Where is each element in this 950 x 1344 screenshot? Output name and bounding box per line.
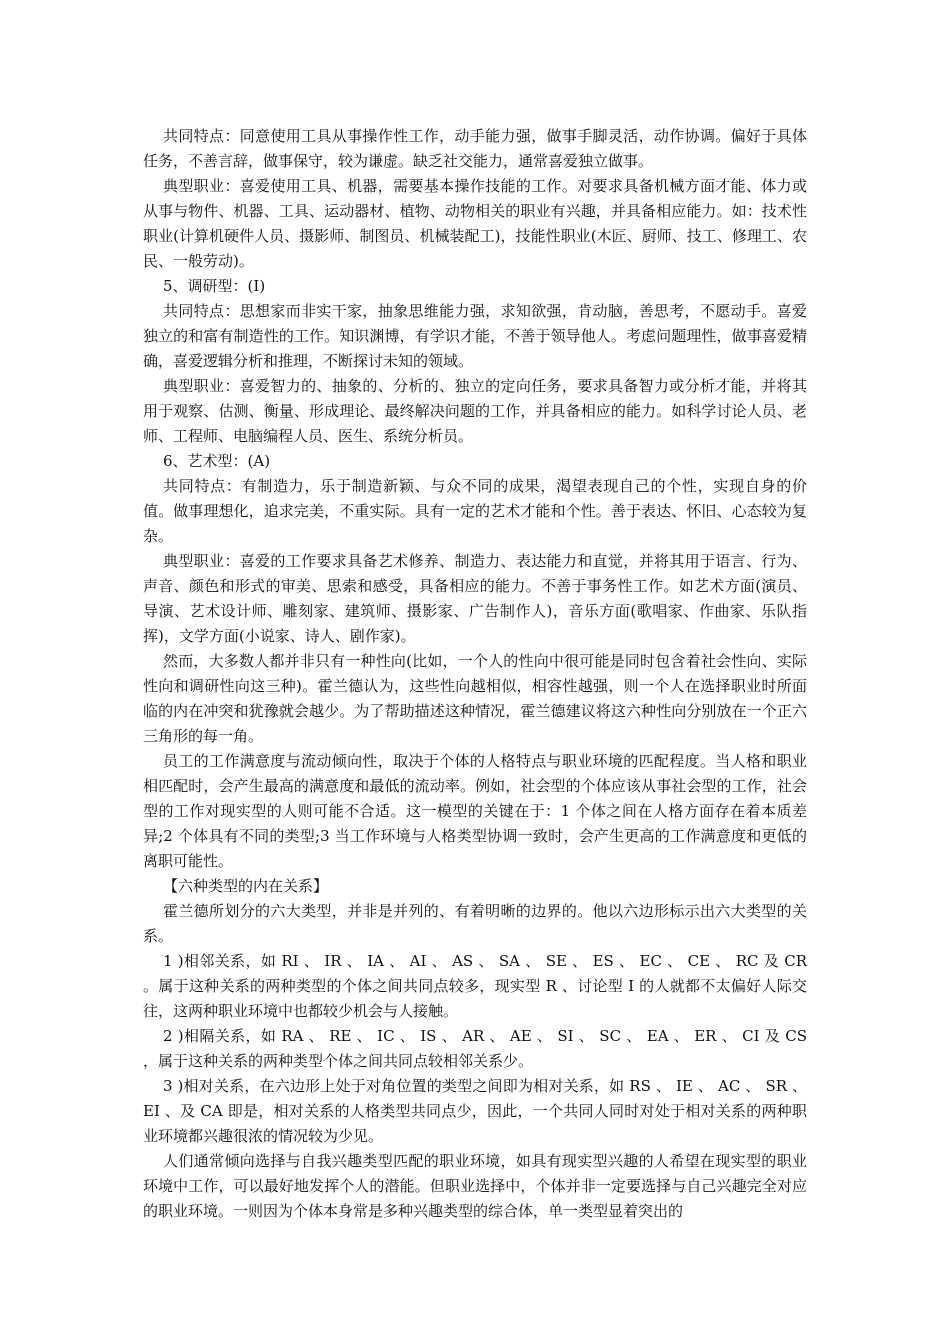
paragraph-investigative-jobs: 典型职业：喜爱智力的、抽象的、分析的、独立的定向任务，要求具备智力或分析才能，并将其用于观察、估测、衡量、形成理论、最终解决问题的工作，并具备相应的能力。如科学讨论人员、老师、工程师、电脑编程人员、医生、系统分析员。 (143, 377, 807, 445)
heading-artistic-type: 6、艺术型：(A) (163, 452, 271, 470)
paragraph-interval-relation: 2 )相隔关系，如 RA 、 RE 、 IC 、 IS 、 AR 、 AE 、 SI 、 SC 、 EA 、 ER 、 CI 及 CS ，属于这种关系的两种类型个体之间共同点较相邻关系少。 (143, 1027, 807, 1070)
paragraph-investigative-traits: 共同特点：思想家而非实干家，抽象思维能力强，求知欲强，肯动脑，善思考，不愿动手。喜爱独立的和富有制造性的工作。知识渊博，有学识才能，不善于领导他人。考虑问题理性，做事喜爱精确，喜爱逻辑分析和推理，不断探讨未知的领域。 (143, 302, 807, 370)
paragraph-multiple-orientations: 然而，大多数人都并非只有一种性向(比如，一个人的性向中很可能是同时包含着社会性向、实际性向和调研性向这三种)。霍兰德认为，这些性向越相似，相容性越强，则一个人在选择职业时所面临的内在冲突和犹豫就会越少。为了帮助描述这种情况，霍兰德建议将这六种性向分别放在一个正六三角形的每一角。 (143, 652, 807, 745)
paragraph-realistic-traits: 共同特点：同意使用工具从事操作性工作，动手能力强，做事手脚灵活，动作协调。偏好于具体任务，不善言辞，做事保守，较为谦虚。缺乏社交能力，通常喜爱独立做事。 (143, 127, 807, 170)
paragraph-job-satisfaction: 员工的工作满意度与流动倾向性，取决于个体的人格特点与职业环境的匹配程度。当人格和职业相匹配时，会产生最高的满意度和最低的流动率。例如，社会型的个体应该从事社会型的工作，社会型的工作对现实型的人则可能不合适。这一模型的关键在于：1 个体之间在人格方面存在着本质差异;2 个体具有不同的类型;3 当工作环境与人格类型协调一致时，会产生更高的工作满意度和更低的离职可能性。 (143, 752, 807, 870)
paragraph-opposite-relation: 3 )相对关系，在六边形上处于对角位置的类型之间即为相对关系，如 RS 、 IE 、 AC 、 SR 、 EI 、及 CA 即是，相对关系的人格类型共同点少，因此，一个共同人同时对处于相对关系的两种职业环境都兴趣很浓的情况较为少见。 (143, 1077, 807, 1145)
paragraph-hexagon-intro: 霍兰德所划分的六大类型，并非是并列的、有着明晰的边界的。他以六边形标示出六大类型的关系。 (143, 902, 807, 945)
document-page (143, 124, 807, 1224)
paragraph-artistic-jobs: 典型职业：喜爱的工作要求具备艺术修养、制造力、表达能力和直觉，并将其用于语言、行为、声音、颜色和形式的审美、思索和感受，具备相应的能力。不善于事务性工作。如艺术方面(演员、导演、艺术设计师、雕刻家、建筑师、摄影家、广告制作人)，音乐方面(歌唱家、作曲家、乐队指挥)，文学方面(小说家、诗人、剧作家)。 (143, 552, 807, 645)
paragraph-adjacent-relation: 1 )相邻关系，如 RI 、 IR 、 IA 、 AI 、 AS 、 SA 、 SE 、 ES 、 EC 、 CE 、 RC 及 CR 。属于这种关系的两种类型的个体之间共同点较多，现实型 R 、讨论型 I 的人就都不太偏好人际交往，这两种职业环境中也都较少机会与人接触。 (143, 952, 807, 1020)
heading-investigative-type: 5、调研型：(I) (163, 277, 266, 295)
paragraph-artistic-traits: 共同特点：有制造力，乐于制造新颖、与众不同的成果，渴望表现自己的个性，实现自身的价值。做事理想化，追求完美，不重实际。具有一定的艺术才能和个性。善于表达、怀旧、心态较为复杂。 (143, 477, 807, 545)
paragraph-realistic-jobs: 典型职业：喜爱使用工具、机器，需要基本操作技能的工作。对要求具备机械方面才能、体力或从事与物件、机器、工具、运动器材、植物、动物相关的职业有兴趣，并具备相应能力。如：技术性职业(计算机硬件人员、摄影师、制图员、机械装配工)，技能性职业(木匠、厨师、技工、修理工、农民、一般劳动)。 (143, 177, 807, 270)
section-heading-relations: 【六种类型的内在关系】 (163, 877, 329, 895)
paragraph-environment-choice: 人们通常倾向选择与自我兴趣类型匹配的职业环境，如具有现实型兴趣的人希望在现实型的职业环境中工作，可以最好地发挥个人的潜能。但职业选择中，个体并非一定要选择与自己兴趣完全对应的职业环境。一则因为个体本身常是多种兴趣类型的综合体，单一类型显着突出的 (143, 1152, 807, 1220)
